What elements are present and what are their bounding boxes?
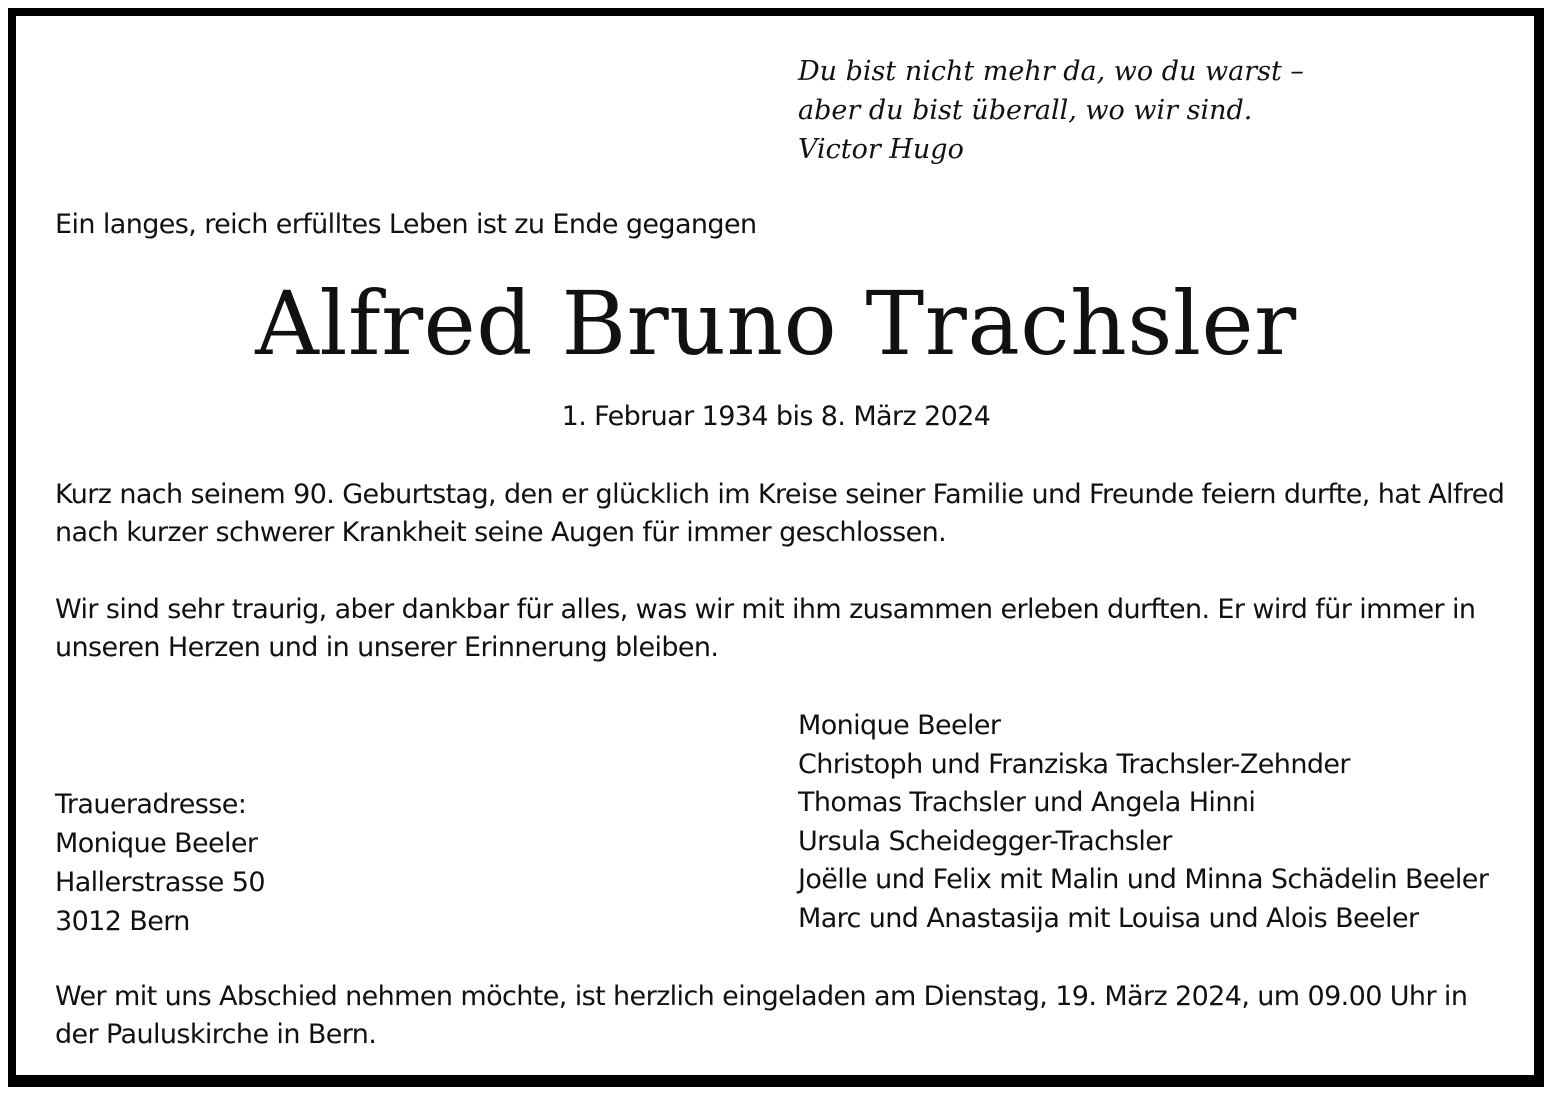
deceased-name: Alfred Bruno Trachsler: [255, 272, 1297, 375]
farewell-invitation: [55, 978, 1515, 1054]
paragraph-passing: [55, 476, 1515, 552]
paragraph-passing-line-1: Kurz nach seinem 90. Geburtstag, den er glücklich im Kreise seiner Familie und Freunde feiern durfte, hat Alfred: [55, 479, 1505, 510]
paragraph-gratitude-line-2: unseren Herzen und in unserer Erinnerung bleiben.: [55, 632, 719, 663]
mourning-address: [55, 785, 265, 941]
family-member: Joëlle und Felix mit Malin und Minna Schädelin Beeler: [798, 864, 1489, 896]
mourning-address-city: 3012 Bern: [55, 906, 190, 937]
mourning-address-name: Monique Beeler: [55, 828, 258, 859]
memorial-quote: [798, 52, 1304, 169]
paragraph-gratitude-line-1: Wir sind sehr traurig, aber dankbar für alles, was wir mit ihm zusammen erleben durften. Er wird für immer in: [55, 594, 1476, 625]
mourning-address-label: Traueradresse:: [55, 789, 247, 820]
paragraph-gratitude: [55, 591, 1515, 667]
family-member: Monique Beeler: [798, 710, 1001, 741]
family-member: Marc und Anastasija mit Louisa und Alois Beeler: [798, 902, 1419, 934]
family-member: Thomas Trachsler und Angela Hinni: [798, 787, 1256, 819]
mourning-address-street: Hallerstrasse 50: [55, 867, 265, 898]
quote-line-2: aber du bist überall, wo wir sind.: [798, 95, 1253, 126]
life-dates: 1. Februar 1934 bis 8. März 2024: [561, 401, 991, 432]
family-member: Christoph und Franziska Trachsler-Zehnder: [798, 748, 1350, 780]
quote-author: Victor Hugo: [798, 134, 964, 165]
intro-line: Ein langes, reich erfülltes Leben ist zu Ende gegangen: [55, 209, 757, 240]
family-mourners-list: [798, 707, 1488, 939]
farewell-line-2: der Pauluskirche in Bern.: [55, 1019, 377, 1050]
family-member: Ursula Scheidegger-Trachsler: [798, 825, 1172, 857]
quote-line-1: Du bist nicht mehr da, wo du warst –: [798, 56, 1304, 87]
farewell-line-1: Wer mit uns Abschied nehmen möchte, ist herzlich eingeladen am Dienstag, 19. März 2024, um 09.00 Uhr in: [55, 981, 1468, 1012]
paragraph-passing-line-2: nach kurzer schwerer Krankheit seine Augen für immer geschlossen.: [55, 517, 947, 548]
